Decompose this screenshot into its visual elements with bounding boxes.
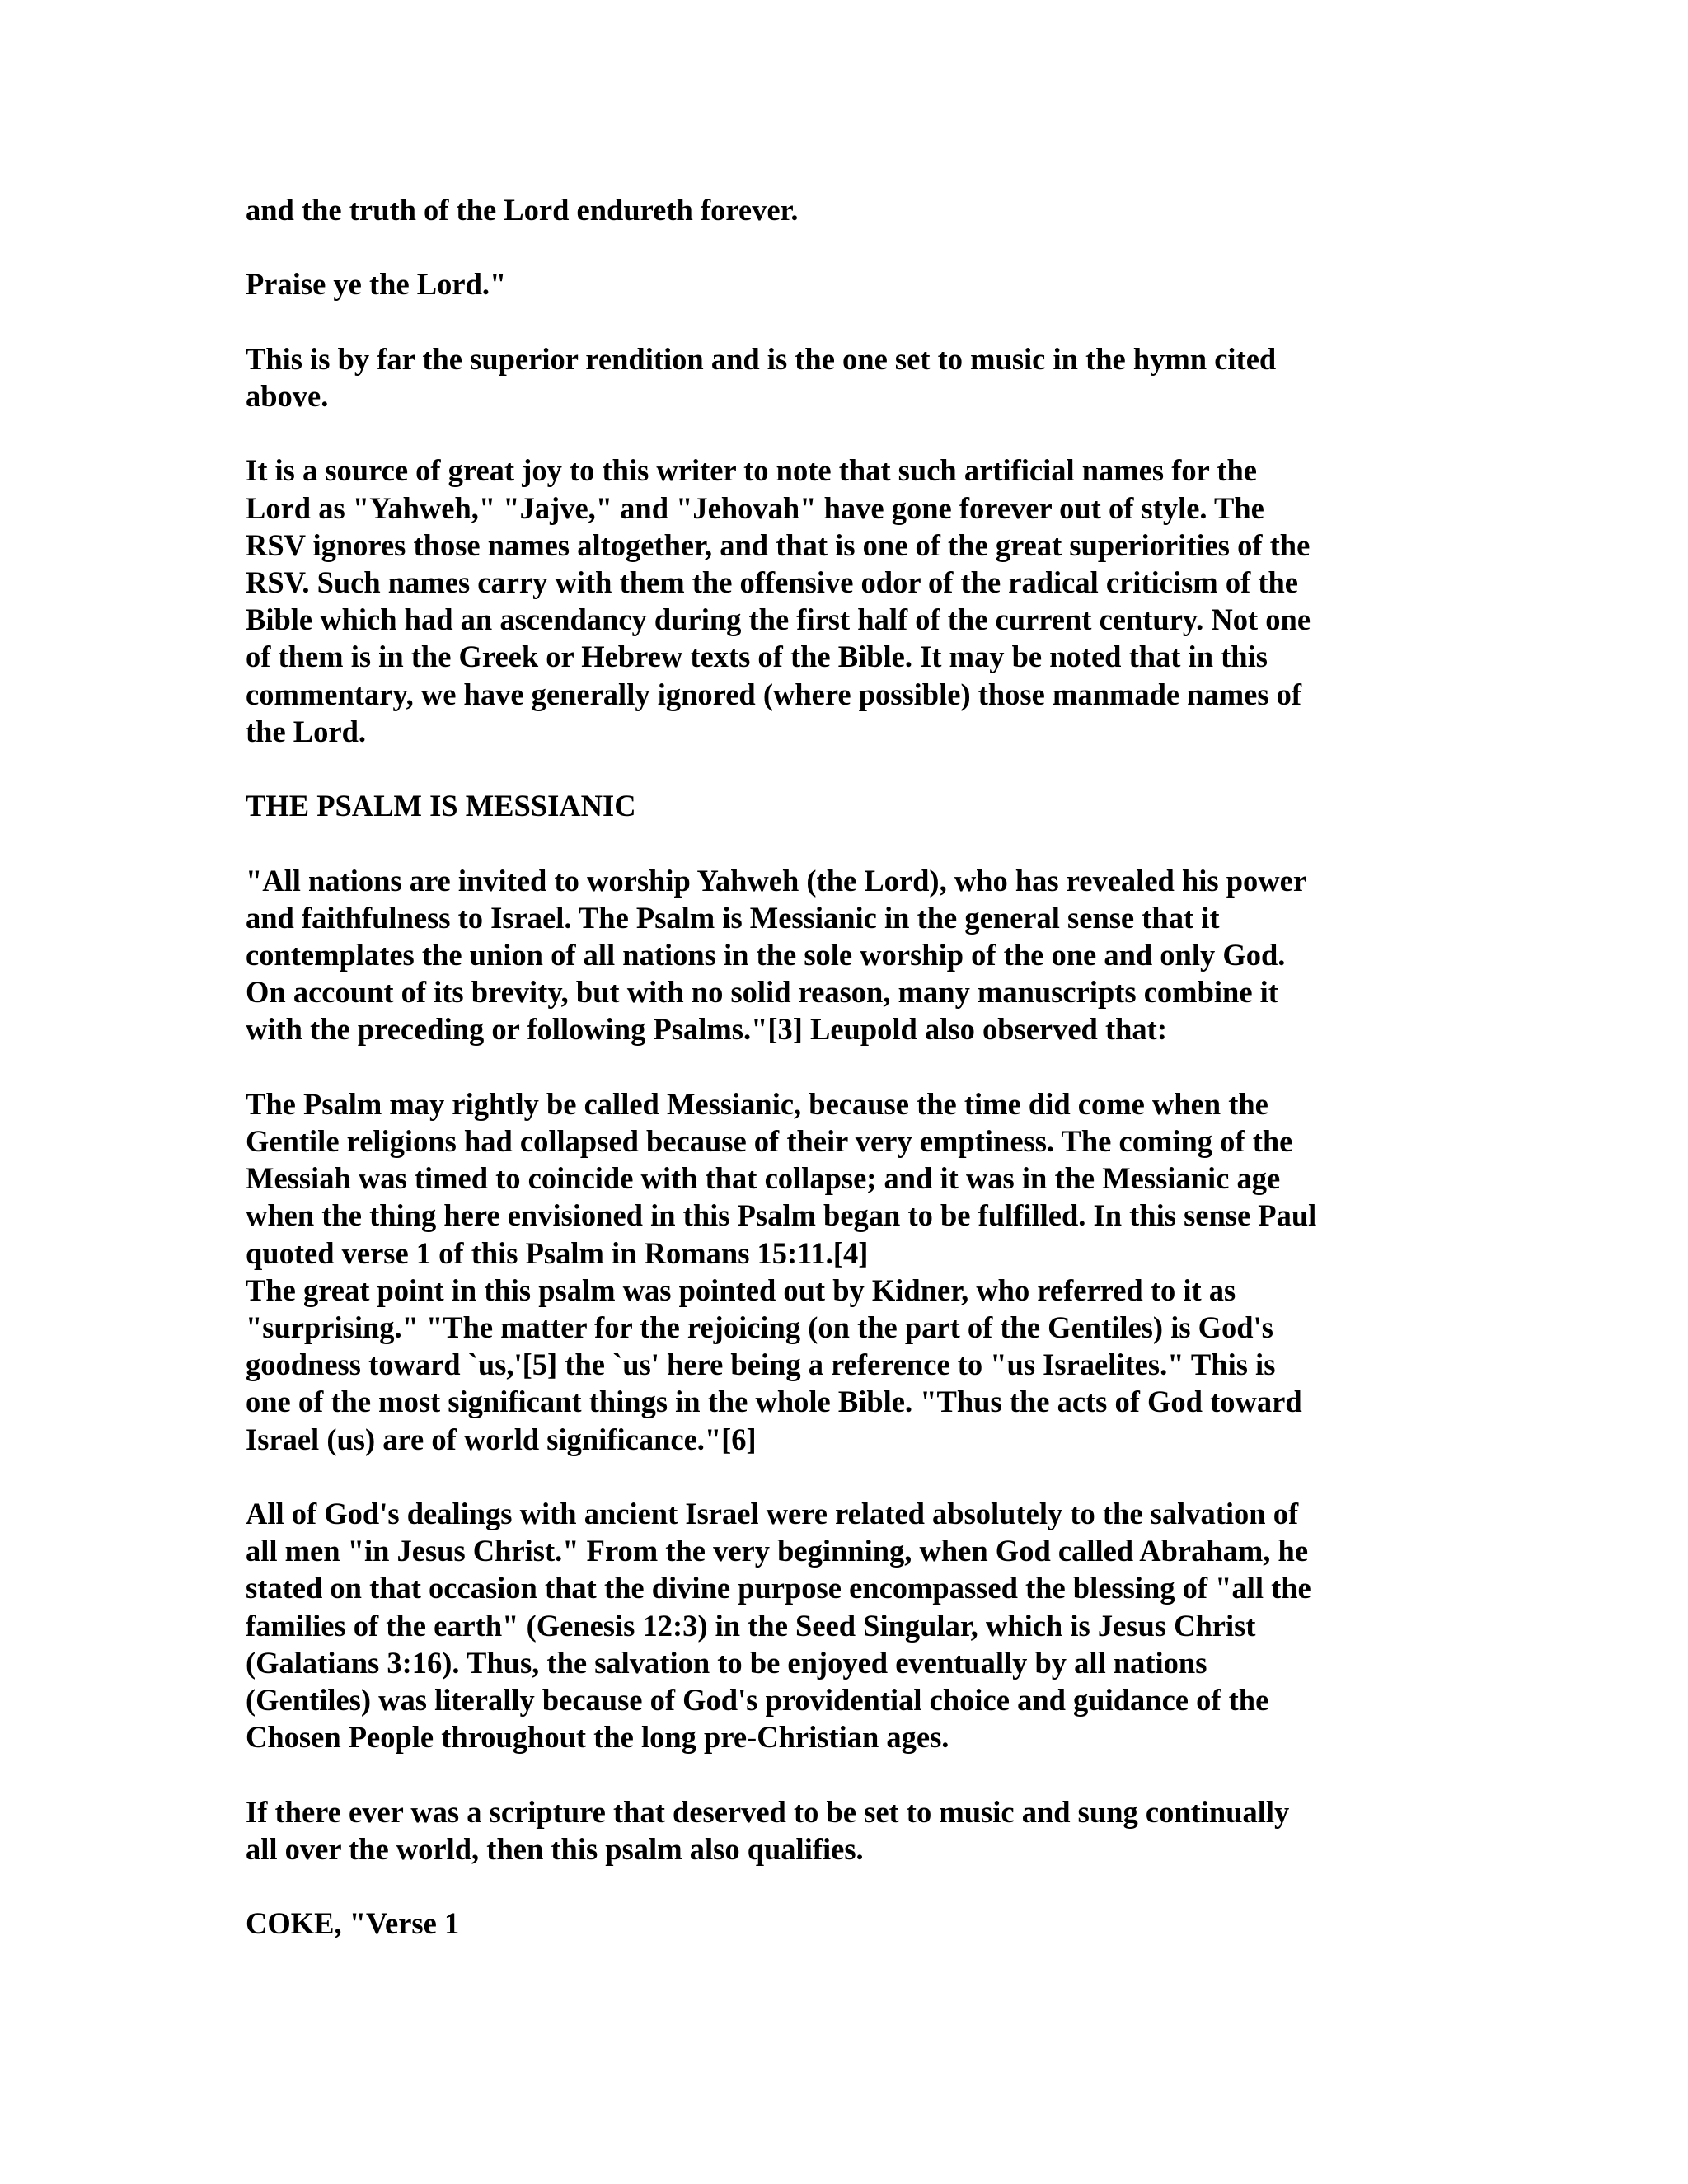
text-line: and faithfulness to Israel. The Psalm is Messianic in the general sense that it [246, 900, 1220, 935]
text-line: COKE, "Verse 1 [246, 1906, 460, 1941]
text-line: when the thing here envisioned in this Psalm began to be fulfilled. In this sense Paul [246, 1198, 1317, 1233]
text-line: above. [246, 378, 329, 413]
text-line: quoted verse 1 of this Psalm in Romans 15:11.[4] [246, 1235, 869, 1270]
paragraph [246, 1085, 1449, 1272]
text-line: Gentile religions had collapsed because of their very emptiness. The coming of the [246, 1123, 1293, 1158]
paragraph [246, 1793, 1449, 1868]
paragraph [246, 452, 1449, 750]
text-line: RSV ignores those names altogether, and that is one of the great superiorities of the [246, 527, 1311, 562]
section-heading [246, 787, 1449, 824]
text-line: Israel (us) are of world significance."[6] [246, 1422, 757, 1456]
text-line: Bible which had an ascendancy during the first half of the current century. Not one [246, 602, 1311, 637]
paragraph [246, 862, 1449, 1048]
text-line: If there ever was a scripture that deserved to be set to music and sung continually [246, 1794, 1290, 1829]
text-line: one of the most significant things in the whole Bible. "Thus the acts of God toward [246, 1385, 1302, 1419]
text-line: (Galatians 3:16). Thus, the salvation to be enjoyed eventually by all nations [246, 1645, 1207, 1680]
paragraph [246, 265, 1449, 302]
paragraph [246, 1272, 1449, 1458]
text-line: the Lord. [246, 714, 366, 748]
text-line: It is a source of great joy to this writer to note that such artificial names for the [246, 453, 1257, 488]
paragraph [246, 1905, 1449, 1942]
text-line: and the truth of the Lord endureth forever. [246, 193, 799, 227]
text-line: (Gentiles) was literally because of God's providential choice and guidance of the [246, 1683, 1269, 1718]
text-line: of them is in the Greek or Hebrew texts of the Bible. It may be noted that in this [246, 640, 1268, 674]
text-line: all over the world, then this psalm also qualifies. [246, 1831, 864, 1866]
text-line: families of the earth" (Genesis 12:3) in the Seed Singular, which is Jesus Christ [246, 1608, 1256, 1643]
text-line: "All nations are invited to worship Yahweh (the Lord), who has revealed his power [246, 863, 1307, 898]
text-line: THE PSALM IS MESSIANIC [246, 789, 636, 823]
text-line: This is by far the superior rendition and is the one set to music in the hymn cited [246, 341, 1277, 376]
text-line: Praise ye the Lord." [246, 267, 507, 302]
text-line: All of God's dealings with ancient Israel were related absolutely to the salvation of [246, 1497, 1299, 1530]
text-line: The Psalm may rightly be called Messianic, because the time did come when the [246, 1086, 1268, 1121]
document-body [246, 191, 1449, 1980]
text-line: On account of its brevity, but with no solid reason, many manuscripts combine it [246, 975, 1278, 1010]
text-line: Lord as "Yahweh," "Jajve," and "Jehovah" have gone forever out of style. The [246, 490, 1264, 525]
text-line: "surprising." "The matter for the rejoicing (on the part of the Gentiles) is God's [246, 1310, 1273, 1344]
text-line: RSV. Such names carry with them the offensive odor of the radical criticism of the [246, 565, 1299, 599]
text-line: Chosen People throughout the long pre-Christian ages. [246, 1720, 950, 1755]
text-line: with the preceding or following Psalms."[3] Leupold also observed that: [246, 1012, 1167, 1047]
text-line: all men "in Jesus Christ." From the very beginning, when God called Abraham, he [246, 1534, 1309, 1568]
paragraph [246, 1495, 1449, 1755]
text-line: The great point in this psalm was pointed out by Kidner, who referred to it as [246, 1272, 1236, 1307]
text-line: contemplates the union of all nations in the sole worship of the one and only God. [246, 937, 1286, 972]
paragraph [246, 191, 1449, 228]
paragraph [246, 340, 1449, 415]
text-line: commentary, we have generally ignored (where possible) those manmade names of [246, 677, 1302, 711]
text-line: goodness toward `us,'[5] the `us' here being a reference to "us Israelites." This is [246, 1347, 1276, 1382]
text-line: Messiah was timed to coincide with that collapse; and it was in the Messianic age [246, 1161, 1281, 1196]
text-line: stated on that occasion that the divine purpose encompassed the blessing of "all the [246, 1571, 1311, 1605]
